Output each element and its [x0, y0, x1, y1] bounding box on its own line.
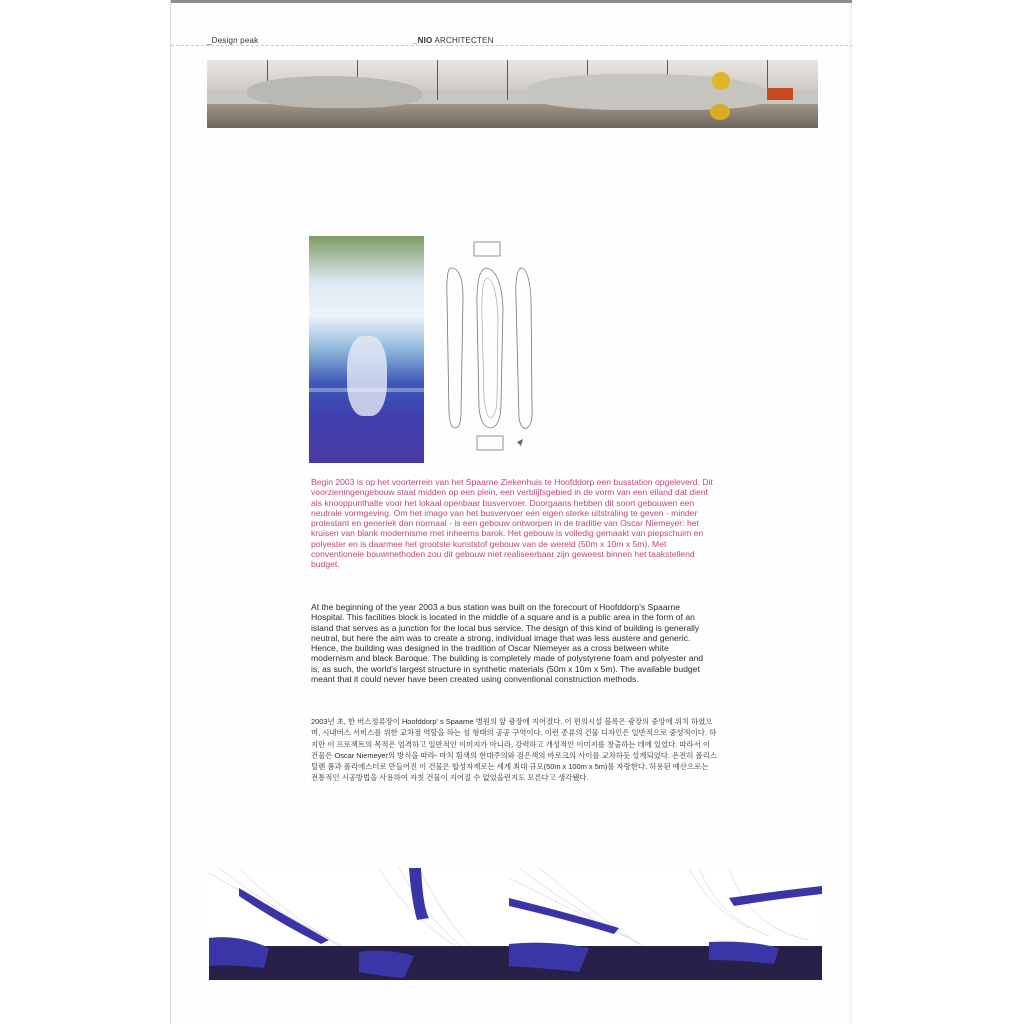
plan-top-detail	[474, 242, 500, 256]
pano-column	[437, 60, 438, 100]
running-header	[207, 36, 839, 48]
plan-section-middle	[477, 268, 503, 428]
right-margin	[852, 0, 1024, 1024]
construction-hall-panorama	[207, 60, 818, 128]
pano-yellow-drum	[712, 72, 730, 90]
plan-section-left	[447, 268, 463, 428]
header-architect-suffix: ARCHITECTEN	[432, 36, 494, 45]
building-plan-drawing	[441, 238, 546, 454]
english-description: At the beginning of the year 2003 a bus station was built on the forecourt of Hoofddorp's Spaarne Hospital. This facilities block is located in the middle of a square and is a public area in the form of an island that serves as a junction for the local bus service. The design of this kind of building is generally neutral, but here the aim was to create a strong, individual image that was less austere and generic. Hence, the building was designed in the tradition of Oscar Niemeyer as a cross between white modernism and black Baroque. The building is completely made of polystyrene foam and polyester and is, as such, the world's largest structure in synthetic materials (50m x 10m x 5m). The available budget meant that it could never have been created using conventional construction methods.	[311, 602, 704, 685]
left-margin	[0, 0, 170, 1024]
photo-stripe	[309, 388, 424, 392]
header-section-label: _Design peak	[207, 36, 259, 45]
korean-description: 2003년 초, 한 버스정류장이 Hoofddorp' s Spaarne 병원의 앞 광장에 지어졌다. 이 편의시설 블록은 광장의 중앙에 위치 하였으며, 시내버스 서비스를 위한 교차점 역할을 하는 섬 형태의 공공 구역이다. 이런 종류의 건물 디자인은 일반적으로 중성적이다. 하지만 이 프로젝트의 목적은 엄격하고 일반적인 이미지가 아니라, 강력하고 개성적인 이미지를 창출하는 데에 있었다. 따라서 이 건물은 Oscar Niemeyer의 방식을 따라- 마치 흰색의 현대주의와 검은색의 바로크의 사이를 교차하듯 설계되었다. 온전히 폴리스틸렌 폼과 폴리에스터로 만들어진 이 건물은 합성자재로는 세계 최대 규모(50m x 100m x 5m)를 자랑한다. 허용된 예산으로는 전통적인 시공방법을 사용하여 자칫 건물이 지어질 수 없었을런지도 모른다고 생각됐다.	[311, 717, 717, 783]
pano-yellow-drum	[710, 104, 730, 120]
header-architect-prefix: _NIO	[413, 36, 433, 45]
bus-station-photo	[309, 236, 424, 463]
page-top-edge	[171, 0, 853, 3]
pano-red-machine	[767, 88, 793, 100]
header-architect-label	[413, 36, 494, 45]
pano-foam-shell	[527, 74, 767, 110]
photo-figure	[347, 336, 387, 416]
header-divider	[171, 45, 853, 46]
wireframe-render-strip	[209, 868, 822, 980]
plan-bottom-detail	[477, 436, 503, 450]
plan-inner-outline	[482, 278, 498, 418]
plan-section-right	[516, 268, 532, 428]
dutch-description: Begin 2003 is op het voorterrein van het Spaarne Ziekenhuis te Hoofddorp een busstation opgeleverd. Dit voorzieningengebouw staat midden op een plein, een verblijfsgebied in de vorm van een eiland dat dient als knooppunthalte voor het lokaal openbaar busvervoer. Doorgaans hebben dit soort gebouwen een neutrale vormgeving. Om het imago van het busvervoer een eigen sterke uitstraling te geven - minder protestant en generiek dan normaal - is een gebouw ontworpen in de traditie van Oscar Niemeyer: het kruisen van blank modernisme met inheems barok. Het gebouw is volledig gemaakt van piepschuim en polyester en is daarmee het grootste kunststof gebouw van de wereld (50m x 10m x 5m). Met conventionele bouwmethoden zou dit gebouw niet realiseerbaar zijn geweest binnen het taakstellend budget.	[311, 477, 713, 570]
north-arrow-icon	[517, 439, 523, 446]
magazine-page	[170, 0, 855, 1024]
pano-foam-shell	[247, 76, 422, 108]
pano-column	[507, 60, 508, 100]
